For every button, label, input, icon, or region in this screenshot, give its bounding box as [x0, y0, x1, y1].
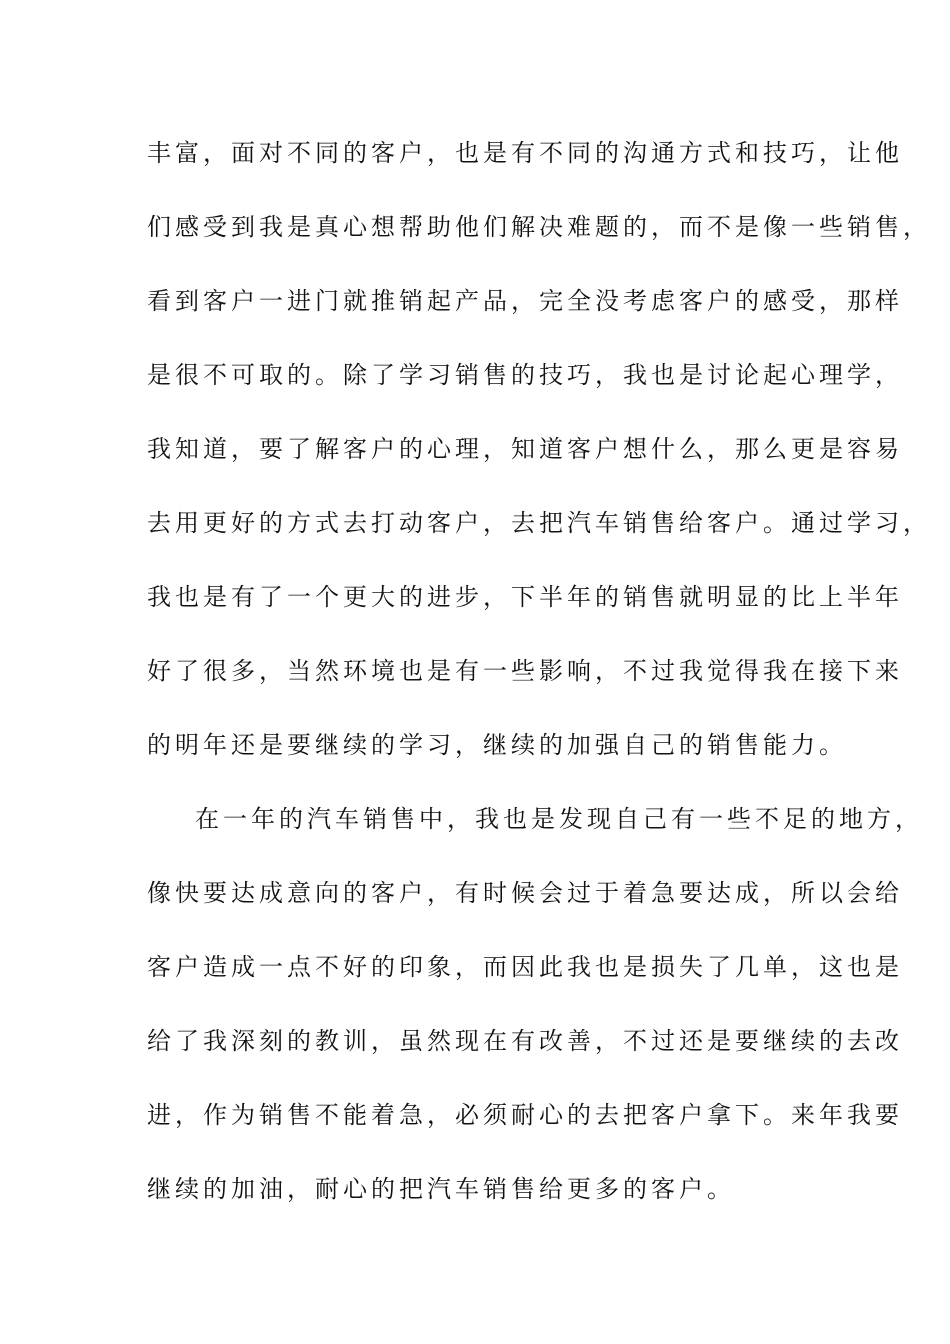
text-line: 我也是有了一个更大的进步，下半年的销售就明显的比上半年	[147, 583, 903, 611]
text-line: 像快要达成意向的客户，有时候会过于着急要达成，所以会给	[147, 879, 903, 907]
text-line: 给了我深刻的教训，虽然现在有改善，不过还是要继续的去改	[147, 1027, 903, 1055]
text-line: 我知道，要了解客户的心理，知道客户想什么，那么更是容易	[147, 435, 903, 463]
text-line: 丰富，面对不同的客户，也是有不同的沟通方式和技巧，让他	[147, 139, 903, 167]
text-line: 是很不可取的。除了学习销售的技巧，我也是讨论起心理学，	[147, 361, 903, 389]
text-line: 继续的加油，耐心的把汽车销售给更多的客户。	[147, 1175, 735, 1203]
paragraph-first-line: 在一年的汽车销售中，我也是发现自己有一些不足的地方，	[195, 805, 923, 833]
text-line: 们感受到我是真心想帮助他们解决难题的，而不是像一些销售，	[147, 213, 931, 241]
text-line: 客户造成一点不好的印象，而因此我也是损失了几单，这也是	[147, 953, 903, 981]
text-line: 的明年还是要继续的学习，继续的加强自己的销售能力。	[147, 731, 847, 759]
text-line: 去用更好的方式去打动客户，去把汽车销售给客户。通过学习，	[147, 509, 931, 537]
text-line: 看到客户一进门就推销起产品，完全没考虑客户的感受，那样	[147, 287, 903, 315]
text-line: 进，作为销售不能着急，必须耐心的去把客户拿下。来年我要	[147, 1101, 903, 1129]
text-line: 好了很多，当然环境也是有一些影响，不过我觉得我在接下来	[147, 657, 903, 685]
